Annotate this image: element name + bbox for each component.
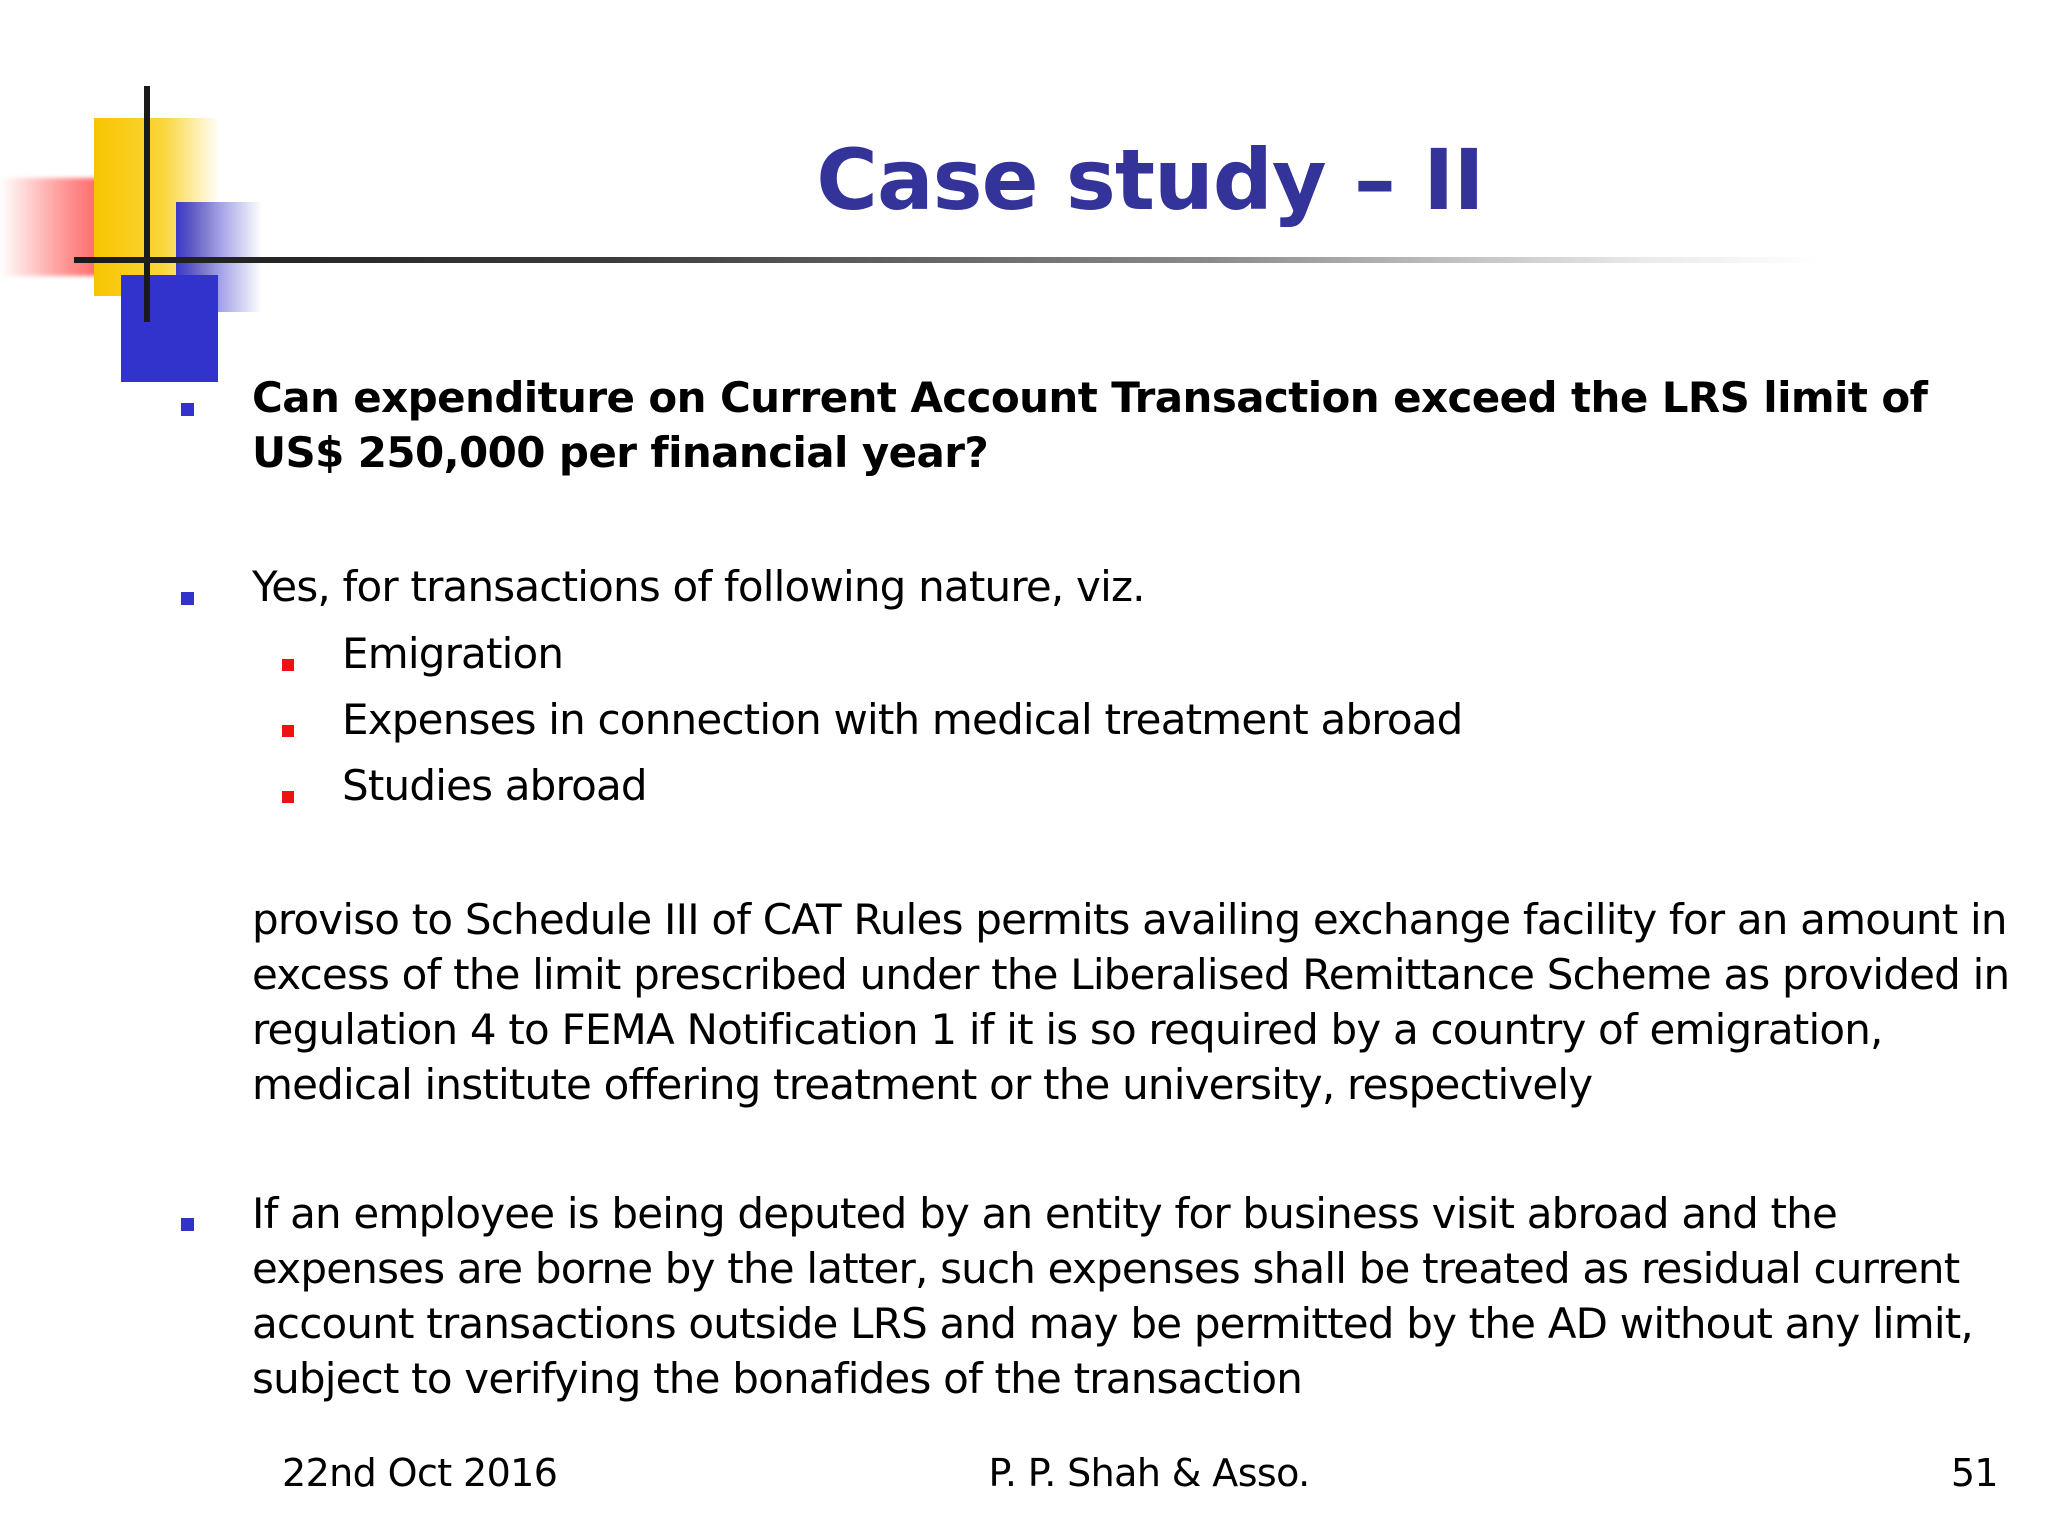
decorative-vertical-line	[144, 86, 150, 322]
page-number: 51	[1950, 1451, 1998, 1495]
title-underline	[74, 257, 1820, 263]
footer-presenter: P. P. Shah & Asso.	[988, 1451, 1310, 1495]
sub-bullet-item: Studies abroad	[342, 761, 647, 810]
decorative-blue-block	[121, 275, 218, 382]
bullet-marker	[181, 403, 194, 416]
slide-title: Case study – II	[816, 131, 1484, 229]
sub-bullet-marker	[282, 791, 294, 803]
footer-date: 22nd Oct 2016	[282, 1451, 558, 1495]
sub-bullet-item: Expenses in connection with medical treatment abroad	[342, 695, 1463, 744]
bullet-answer: Yes, for transactions of following nature, viz.	[252, 562, 1145, 611]
bullet-employee-deputation: If an employee is being deputed by an entity for business visit abroad and the expenses are borne by the latter, such expenses shall be treated as residual current account transactions outside LRS and may be permitted by the AD without any limit, subject to verifying the bonafides of the transaction	[252, 1189, 1973, 1403]
sub-bullet-item: Emigration	[342, 629, 564, 678]
bullet-question: Can expenditure on Current Account Transaction exceed the LRS limit of US$ 250,000 per financial year?	[252, 373, 1928, 477]
sub-bullet-marker	[282, 725, 294, 737]
bullet-marker	[181, 592, 194, 605]
bullet-marker	[181, 1218, 194, 1231]
sub-bullet-marker	[282, 659, 294, 671]
proviso-paragraph: proviso to Schedule III of CAT Rules permits availing exchange facility for an amount in excess of the limit prescribed under the Liberalised Remittance Scheme as provided in regulation 4 to FEMA Notification 1 if it is so required by a country of emigration, medical institute offering treatment or the university, respectively	[252, 895, 2010, 1109]
